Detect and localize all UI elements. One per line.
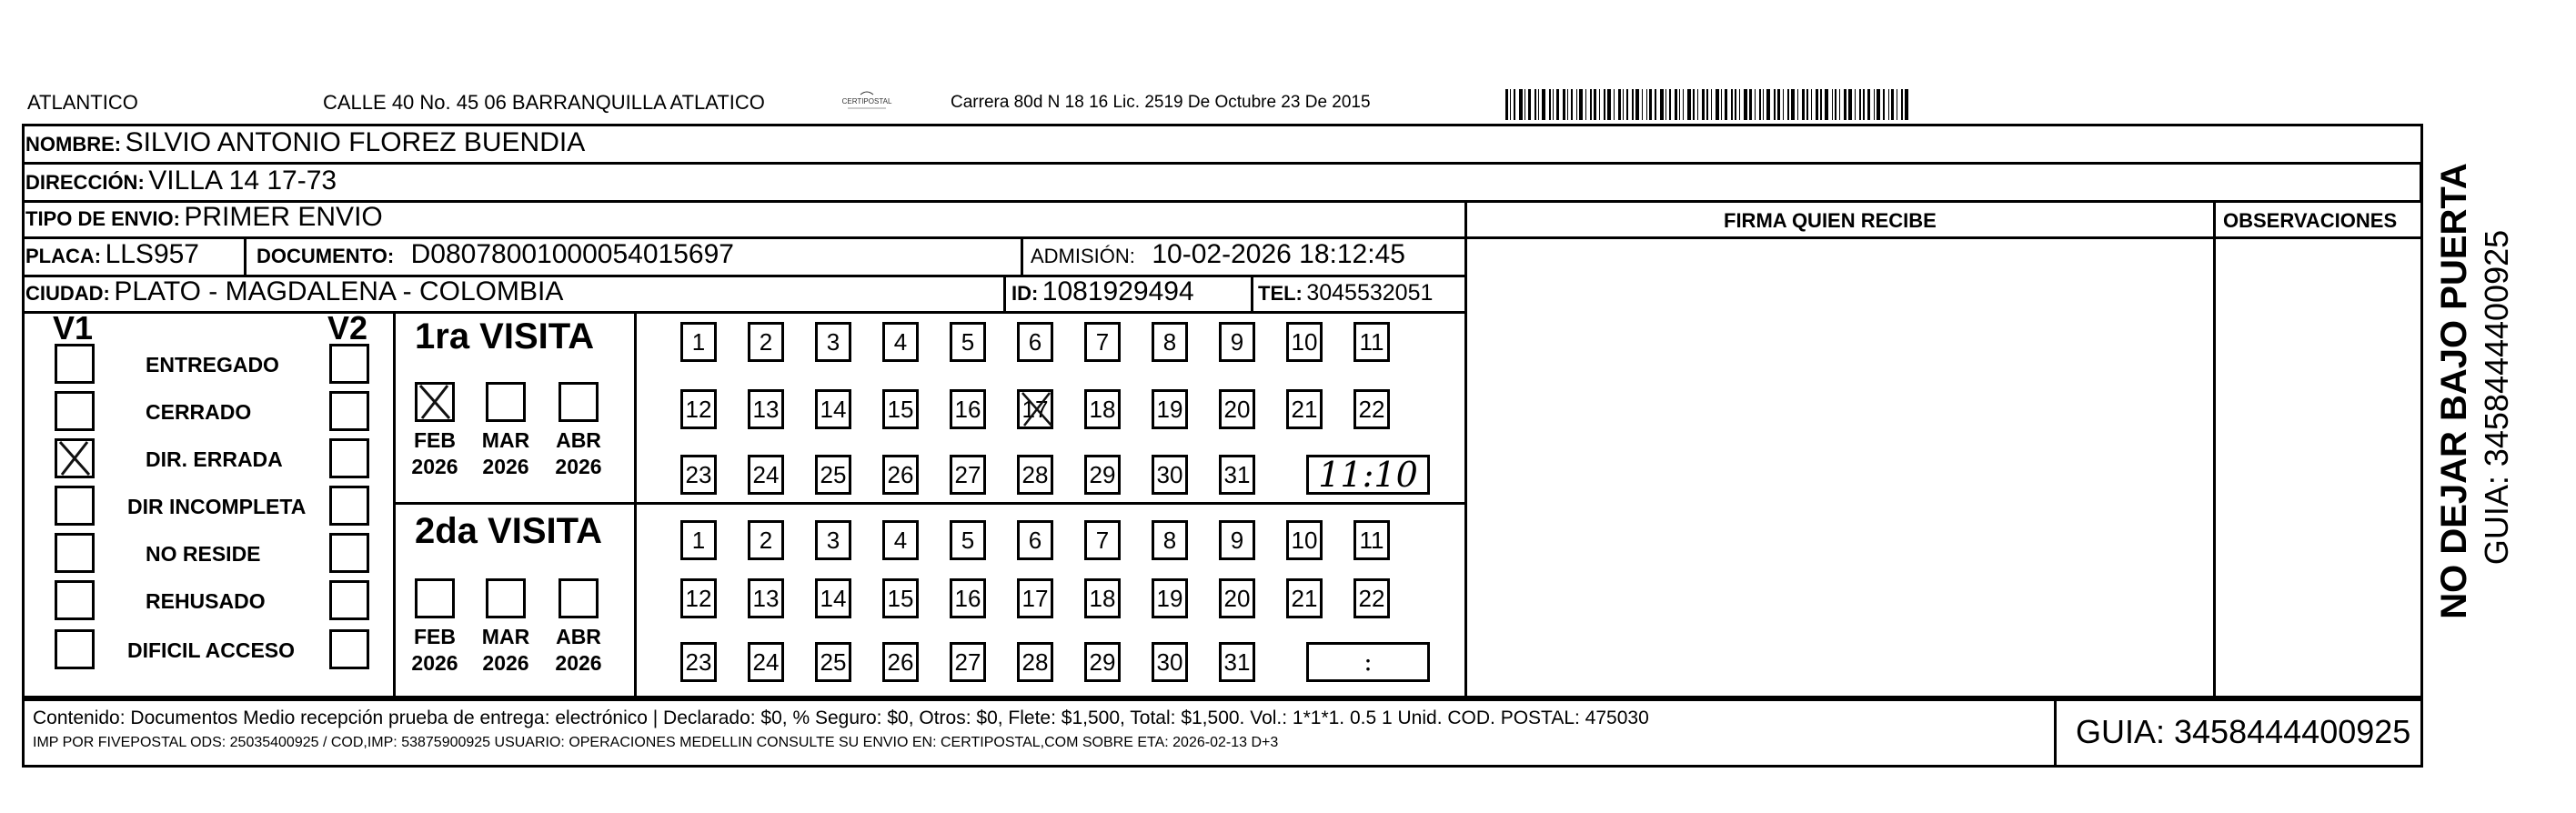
day-box[interactable]: 4 bbox=[882, 520, 919, 560]
ciudad-row bbox=[25, 276, 563, 307]
day-box[interactable]: 25 bbox=[815, 642, 851, 682]
day-box[interactable]: 14 bbox=[815, 389, 851, 429]
time-box[interactable]: 11:10 bbox=[1306, 455, 1430, 495]
day-box[interactable]: 25 bbox=[815, 455, 851, 495]
status-v1-checkbox[interactable] bbox=[55, 580, 95, 620]
status-v1-checkbox[interactable] bbox=[55, 629, 95, 669]
day-box[interactable]: 7 bbox=[1084, 322, 1121, 362]
admision-row bbox=[1031, 239, 1405, 270]
month-checkbox[interactable] bbox=[486, 382, 526, 422]
day-box[interactable]: 21 bbox=[1286, 389, 1323, 429]
day-box[interactable]: 8 bbox=[1152, 520, 1188, 560]
id-label: ID: bbox=[1011, 282, 1039, 305]
status-label: DIR. ERRADA bbox=[146, 447, 283, 471]
observaciones-header: OBSERVACIONES bbox=[2223, 209, 2398, 232]
day-box[interactable]: 2 bbox=[748, 520, 784, 560]
v1-label: V1 bbox=[53, 309, 94, 346]
status-label: CERRADO bbox=[146, 400, 252, 424]
direccion-value: VILLA 14 17-73 bbox=[148, 166, 337, 196]
tipo-label: TIPO DE ENVIO: bbox=[25, 207, 180, 230]
certipostal-logo bbox=[835, 89, 899, 113]
day-box[interactable]: 18 bbox=[1084, 578, 1121, 618]
month-label: MAR 2026 bbox=[481, 428, 530, 478]
footer-imp: IMP POR FIVEPOSTAL ODS: 25035400925 / COD,IMP: 53875900925 USUARIO: OPERACIONES MEDELLIN CONSULTE SU ENVIO EN: CERTIPOSTAL,COM SOBRE ETA: 2026-02-13 D+3 bbox=[33, 735, 1279, 750]
tipo-row bbox=[25, 202, 383, 233]
month-label: ABR 2026 bbox=[555, 428, 602, 478]
day-box[interactable]: 15 bbox=[882, 389, 919, 429]
day-box[interactable]: 28 bbox=[1017, 455, 1053, 495]
day-box[interactable]: 5 bbox=[950, 322, 986, 362]
day-box[interactable]: 22 bbox=[1353, 578, 1390, 618]
side-guia: GUIA: 3458444400925 bbox=[2478, 229, 2515, 566]
day-box[interactable]: 10 bbox=[1286, 520, 1323, 560]
day-box[interactable]: 6 bbox=[1017, 322, 1053, 362]
footer-guia: GUIA: 3458444400925 bbox=[2076, 713, 2411, 750]
day-box[interactable]: 4 bbox=[882, 322, 919, 362]
day-box[interactable]: 23 bbox=[680, 642, 717, 682]
direccion-row bbox=[25, 166, 337, 196]
day-box[interactable]: 2 bbox=[748, 322, 784, 362]
status-v2-checkbox[interactable] bbox=[329, 629, 369, 669]
documento-value: D080780010000540156​97 bbox=[410, 239, 734, 269]
placa-value: LLS957 bbox=[105, 239, 199, 269]
no-dejar-warning: NO DEJAR BAJO PUERTA bbox=[2434, 163, 2474, 619]
day-box[interactable]: 22 bbox=[1353, 389, 1390, 429]
day-box[interactable]: 28 bbox=[1017, 642, 1053, 682]
svg-text:CERTIPOSTAL: CERTIPOSTAL bbox=[841, 97, 892, 105]
day-box[interactable]: 5 bbox=[950, 520, 986, 560]
day-box[interactable]: 12 bbox=[680, 389, 717, 429]
day-box[interactable]: 19 bbox=[1152, 578, 1188, 618]
day-box[interactable]: 3 bbox=[815, 520, 851, 560]
month-checkbox[interactable] bbox=[415, 382, 455, 422]
month-label: FEB 2026 bbox=[411, 625, 458, 675]
day-box[interactable]: 26 bbox=[882, 455, 919, 495]
direccion-label: DIRECCIÓN: bbox=[25, 171, 145, 194]
status-label: ENTREGADO bbox=[146, 353, 279, 376]
status-v1-checkbox[interactable] bbox=[55, 438, 95, 478]
day-box[interactable]: 16 bbox=[950, 578, 986, 618]
day-box[interactable]: 7 bbox=[1084, 520, 1121, 560]
day-box[interactable]: 17 bbox=[1017, 578, 1053, 618]
status-v2-checkbox[interactable] bbox=[329, 486, 369, 526]
license-text: Carrera 80d N 18 16 Lic. 2519 De Octubre 23 De 2015 bbox=[951, 93, 1371, 112]
month-label: ABR 2026 bbox=[555, 625, 602, 675]
day-box[interactable]: 15 bbox=[882, 578, 919, 618]
day-box[interactable]: 24 bbox=[748, 642, 784, 682]
firma-header: FIRMA QUIEN RECIBE bbox=[1724, 209, 1937, 232]
status-label: REHUSADO bbox=[146, 589, 266, 613]
status-v2-checkbox[interactable] bbox=[329, 533, 369, 573]
placa-row bbox=[25, 239, 199, 270]
day-box[interactable]: 20 bbox=[1219, 578, 1255, 618]
day-box[interactable]: 10 bbox=[1286, 322, 1323, 362]
day-box[interactable]: 26 bbox=[882, 642, 919, 682]
day-box[interactable]: 27 bbox=[950, 455, 986, 495]
admision-label: ADMISIÓN: bbox=[1031, 245, 1135, 267]
day-box[interactable]: 13 bbox=[748, 389, 784, 429]
day-box[interactable]: 6 bbox=[1017, 520, 1053, 560]
v2-label: V2 bbox=[327, 309, 368, 346]
visit1-title: 1ra VISITA bbox=[415, 316, 595, 356]
documento-label: DOCUMENTO: bbox=[257, 245, 395, 267]
month-label: FEB 2026 bbox=[411, 428, 458, 478]
tel-label: TEL: bbox=[1258, 282, 1303, 305]
admision-value: 10-02-2026 18:12:45 bbox=[1152, 239, 1405, 269]
nombre-label: NOMBRE: bbox=[25, 133, 122, 156]
month-checkbox[interactable] bbox=[415, 578, 455, 618]
status-label: DIR INCOMPLETA bbox=[127, 495, 307, 518]
status-v1-checkbox[interactable] bbox=[55, 344, 95, 384]
tel-row bbox=[1258, 280, 1433, 306]
day-box[interactable]: 8 bbox=[1152, 322, 1188, 362]
visit2-title: 2da VISITA bbox=[415, 511, 602, 551]
time-box[interactable]: : bbox=[1306, 642, 1430, 682]
sender-address: CALLE 40 No. 45 06 BARRANQUILLA ATLATICO bbox=[323, 91, 765, 114]
status-v2-checkbox[interactable] bbox=[329, 344, 369, 384]
placa-label: PLACA: bbox=[25, 245, 102, 267]
nombre-row bbox=[25, 127, 585, 158]
region-label: ATLANTICO bbox=[27, 91, 138, 114]
day-box[interactable]: 24 bbox=[748, 455, 784, 495]
day-box[interactable]: 1 bbox=[680, 322, 717, 362]
day-box[interactable]: 31 bbox=[1219, 642, 1255, 682]
ciudad-label: CIUDAD: bbox=[25, 282, 110, 305]
day-box[interactable]: 14 bbox=[815, 578, 851, 618]
status-v1-checkbox[interactable] bbox=[55, 533, 95, 573]
id-row bbox=[1011, 276, 1194, 307]
day-box[interactable]: 3 bbox=[815, 322, 851, 362]
day-box[interactable]: 9 bbox=[1219, 520, 1255, 560]
day-box[interactable]: 30 bbox=[1152, 642, 1188, 682]
day-box[interactable]: 9 bbox=[1219, 322, 1255, 362]
day-box[interactable]: 12 bbox=[680, 578, 717, 618]
day-box[interactable]: 27 bbox=[950, 642, 986, 682]
day-box[interactable]: 18 bbox=[1084, 389, 1121, 429]
documento-row bbox=[257, 239, 734, 270]
nombre-value: SILVIO ANTONIO FLOREZ BUENDIA bbox=[125, 127, 586, 157]
day-box[interactable]: 23 bbox=[680, 455, 717, 495]
status-label: DIFICIL ACCESO bbox=[127, 638, 296, 662]
month-label: MAR 2026 bbox=[481, 625, 530, 675]
day-box[interactable]: 30 bbox=[1152, 455, 1188, 495]
status-label: NO RESIDE bbox=[146, 542, 261, 566]
day-box[interactable]: 17 bbox=[1017, 389, 1053, 429]
barcode bbox=[1505, 89, 1911, 120]
footer-content: Contenido: Documentos Medio recepción prueba de entrega: electrónico | Declarado: $0, % Seguro: $0, Otros: $0, Flete: $1,500, Total: $1,500. Vol.: 1*1*1. 0.5 1 Unid. COD. POSTAL: 475030 bbox=[33, 708, 1649, 728]
day-box[interactable]: 11 bbox=[1353, 322, 1390, 362]
status-v2-checkbox[interactable] bbox=[329, 580, 369, 620]
day-box[interactable]: 16 bbox=[950, 389, 986, 429]
day-box[interactable]: 29 bbox=[1084, 455, 1121, 495]
day-box[interactable]: 19 bbox=[1152, 389, 1188, 429]
day-box[interactable]: 1 bbox=[680, 520, 717, 560]
day-box[interactable]: 29 bbox=[1084, 642, 1121, 682]
tel-value: 3045532051 bbox=[1306, 280, 1434, 306]
day-box[interactable]: 31 bbox=[1219, 455, 1255, 495]
day-box[interactable]: 13 bbox=[748, 578, 784, 618]
tipo-value: PRIMER ENVIO bbox=[184, 202, 383, 232]
ciudad-value: PLATO - MAGDALENA - COLOMBIA bbox=[114, 276, 564, 306]
status-v2-checkbox[interactable] bbox=[329, 438, 369, 478]
day-box[interactable]: 20 bbox=[1219, 389, 1255, 429]
month-checkbox[interactable] bbox=[558, 578, 599, 618]
status-v1-checkbox[interactable] bbox=[55, 486, 95, 526]
month-checkbox[interactable] bbox=[486, 578, 526, 618]
month-checkbox[interactable] bbox=[558, 382, 599, 422]
day-box[interactable]: 11 bbox=[1353, 520, 1390, 560]
day-box[interactable]: 21 bbox=[1286, 578, 1323, 618]
status-v2-checkbox[interactable] bbox=[329, 391, 369, 431]
status-v1-checkbox[interactable] bbox=[55, 391, 95, 431]
id-value: 1081929494 bbox=[1041, 276, 1194, 306]
